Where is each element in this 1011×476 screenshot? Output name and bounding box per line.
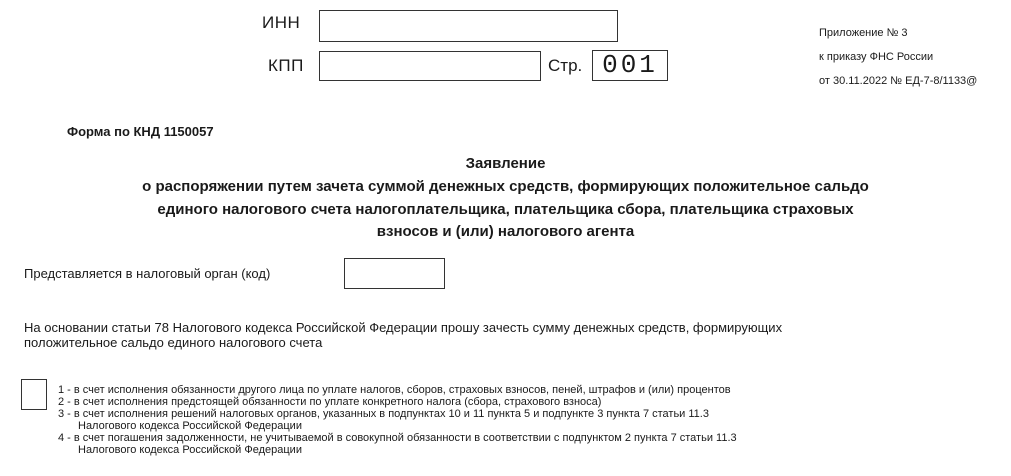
form-code: Форма по КНД 1150057 bbox=[67, 124, 214, 139]
inn-field[interactable] bbox=[319, 10, 618, 42]
basis-line-1: На основании статьи 78 Налогового кодекса Российской Федерации прошу зачесть сумму денежных средств, формирующих bbox=[24, 320, 783, 335]
authority-label: Представляется в налоговый орган (код) bbox=[24, 266, 271, 281]
option-code-box[interactable] bbox=[21, 379, 47, 410]
form-title: Заявление bbox=[465, 155, 546, 172]
basis-paragraph bbox=[24, 320, 782, 350]
page-number-field[interactable]: 001 bbox=[592, 50, 668, 81]
authority-code-field[interactable] bbox=[344, 258, 445, 289]
kpp-label: КПП bbox=[268, 56, 304, 75]
option-3: 3 - в счет исполнения решений налоговых органов, указанных в подпунктах 10 и 11 пункта 5 и подпункте 3 пункта 7 статьи 11.3 bbox=[58, 408, 709, 420]
option-2: 2 - в счет исполнения предстоящей обязанности по уплате конкретного налога (сбора, страхового взноса) bbox=[58, 396, 602, 408]
basis-line-2: положительное сальдо единого налогового счета bbox=[24, 335, 323, 350]
appendix-line-2: к приказу ФНС России bbox=[819, 51, 934, 63]
option-1: 1 - в счет исполнения обязанности другого лица по уплате налогов, сборов, страховых взносов, пеней, штрафов и (или) процентов bbox=[58, 384, 731, 396]
appendix-line-3: от 30.11.2022 № ЕД-7-8/1133@ bbox=[819, 75, 978, 87]
option-4-continuation: Налогового кодекса Российской Федерации bbox=[78, 444, 302, 456]
page-label: Стр. bbox=[548, 56, 583, 75]
option-4: 4 - в счет погашения задолженности, не учитываемой в совокупной обязанности в соответствии с подпунктом 2 пункта 7 статьи 11.3 bbox=[58, 432, 737, 444]
form-title-line-3: единого налогового счета налогоплательщика, плательщика сбора, плательщика страховых bbox=[157, 201, 854, 218]
options-list bbox=[58, 384, 737, 456]
appendix-line-1: Приложение № 3 bbox=[819, 27, 908, 39]
appendix-note bbox=[819, 15, 977, 99]
form-title-line-2: о распоряжении путем зачета суммой денежных средств, формирующих положительное сальдо bbox=[142, 178, 869, 195]
inn-label: ИНН bbox=[262, 13, 301, 32]
kpp-field[interactable] bbox=[319, 51, 541, 81]
option-3-continuation: Налогового кодекса Российской Федерации bbox=[78, 420, 302, 432]
form-title-line-4: взносов и (или) налогового агента bbox=[376, 223, 635, 240]
